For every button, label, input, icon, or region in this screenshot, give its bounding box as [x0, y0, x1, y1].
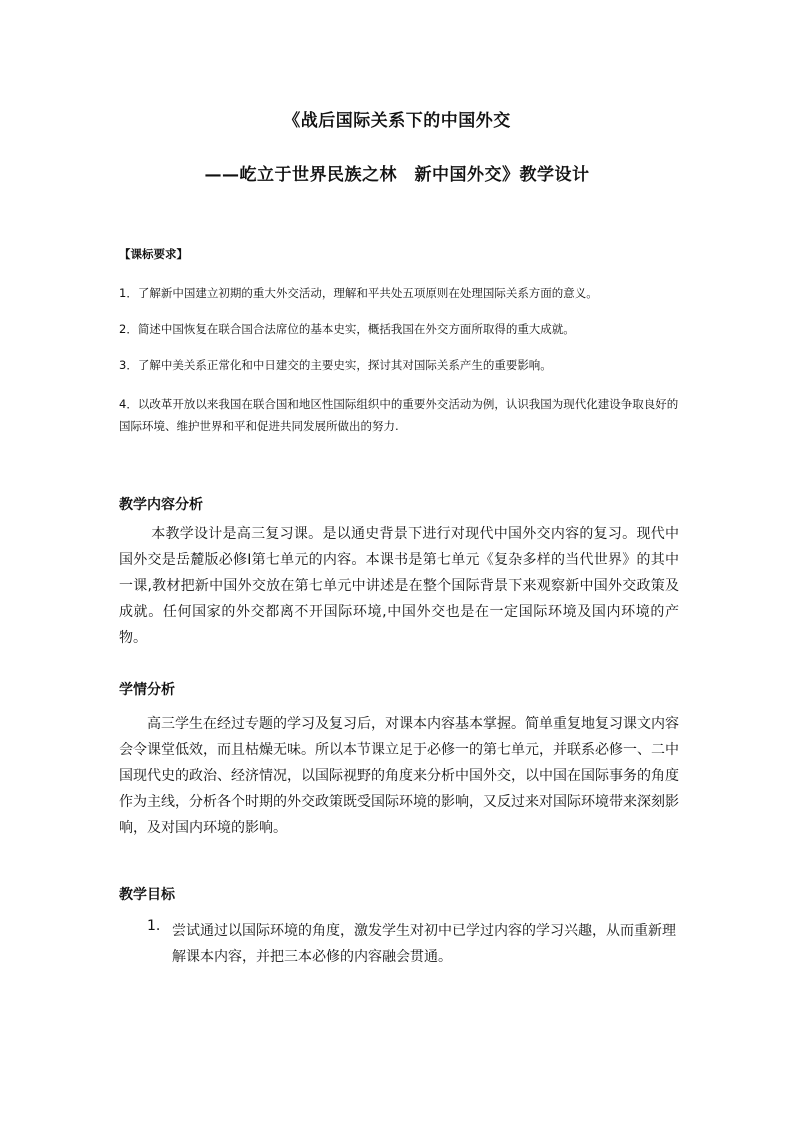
content-analysis-heading: 教学内容分析: [119, 497, 203, 513]
curriculum-item-4: 4．以改革开放以来我国在联合国和地区性国际组织中的重要外交活动为例，认识我国为现代化建设争取良好的国际环境、维护世界和平和促进共同发展所做出的努力.: [119, 397, 679, 433]
curriculum-heading: 【课标要求】: [119, 247, 188, 261]
objective-number-1: 1.: [147, 918, 161, 934]
content-analysis-text: 本教学设计是高三复习课。是以通史背景下进行对现代中国外交内容的复习。现代中国外交是岳麓版必修Ⅰ第七单元的内容。本课书是第七单元《复杂多样的当代世界》的其中一课,教材把新中国外交放在第七单元中讲述是在整个国际背景下来观察新中国外交政策及成就。任何国家的外交都离不开国际环境,中国外交也是在一定国际环境及国内环境的产物。: [119, 526, 679, 646]
student-analysis-text: 高三学生在经过专题的学习及复习后，对课本内容基本掌握。简单重复地复习课文内容会令课堂低效，而且枯燥无味。所以本节课立足于必修一的第七单元，并联系必修一、二中国现代史的政治、经济情况，以国际视野的角度来分析中国外交，以中国在国际事务的角度作为主线，分析各个时期的外交政策既受国际环境的影响，又反过来对国际环境带来深刻影响，及对国内环境的影响。: [119, 716, 679, 836]
objectives-heading: 教学目标: [119, 887, 175, 903]
curriculum-item-3: 3．了解中美关系正常化和中日建交的主要史实，探讨其对国际关系产生的重要影响。: [119, 358, 552, 372]
student-analysis-heading: 学情分析: [119, 682, 175, 698]
document-title-line-1: 《战后国际关系下的中国外交: [283, 111, 511, 131]
document-title-line-2: ——屹立于世界民族之林 新中国外交》教学设计: [204, 165, 590, 185]
objective-text-1: 尝试通过以国际环境的角度，激发学生对初中已学过内容的学习兴趣，从而重新理解课本内容，并把三本必修的内容融会贯通。: [172, 923, 676, 965]
curriculum-item-1: 1．了解新中国建立初期的重大外交活动，理解和平共处五项原则在处理国际关系方面的意义。: [119, 286, 598, 300]
curriculum-item-2: 2．简述中国恢复在联合国合法席位的基本史实，概括我国在外交方面所取得的重大成就。: [119, 322, 575, 336]
